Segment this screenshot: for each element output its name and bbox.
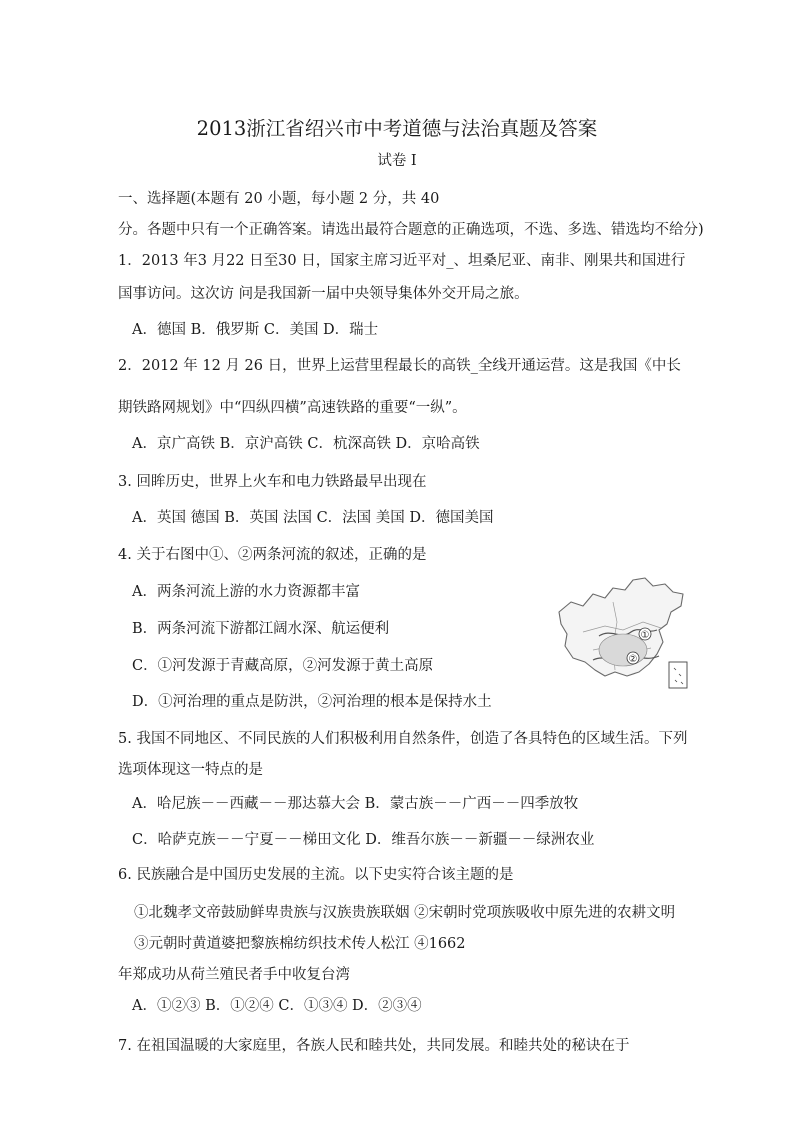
q6-items-3-4: ③元朝时黄道婆把黎族棉纺织技术传人松江 ④1662 (134, 936, 466, 952)
q1-options: A．德国 B．俄罗斯 C．美国 D．瑞士 (132, 322, 379, 338)
q5-stem-line1: 5. 我国不同地区、不同民族的人们积极利用自然条件，创造了各具特色的区域生活。下列 (118, 731, 688, 747)
q1-stem-line2: 国事访问。这次访 问是我国新一届中央领导集体外交开局之旅。 (118, 286, 529, 302)
q5-stem-line2: 选项体现这一特点的是 (118, 762, 263, 778)
q6-items-1-2: ①北魏孝文帝鼓励鲜卑贵族与汉族贵族联姻 ②宋朝时党项族吸收中原先进的农耕文明 (134, 905, 676, 921)
q2-options: A．京广高铁 B．京沪高铁 C．杭深高铁 D．京哈高铁 (132, 436, 480, 452)
q6-item-4-continued: 年郑成功从荷兰殖民者手中收复台湾 (118, 967, 350, 983)
q1-stem-line1: 1．2013 年3 月22 日至30 日，国家主席习近平对_、坦桑尼亚、南非、刚果共和国进行 (118, 253, 686, 269)
map-label-1: ① (640, 630, 650, 641)
q5-options-cd: C．哈萨克族－－宁夏－－梯田文化 D．维吾尔族－－新疆－－绿洲农业 (132, 832, 595, 848)
south-sea-inset (669, 662, 687, 688)
page-title: 2013浙江省绍兴市中考道德与法治真题及答案 (196, 117, 598, 140)
china-map-figure (553, 572, 689, 692)
section-heading-line2: 分。各题中只有一个正确答案。请选出最符合题意的正确选项，不选、多选、错选均不给分) (118, 222, 704, 238)
q4-option-c: C．①河发源于青藏高原，②河发源于黄土高原 (132, 658, 434, 674)
q6-stem: 6. 民族融合是中国历史发展的主流。以下史实符合该主题的是 (118, 867, 514, 883)
map-label-2: ② (628, 654, 638, 665)
q3-options: A．英国 德国 B．英国 法国 C．法国 美国 D．德国美国 (132, 510, 494, 526)
q7-stem: 7. 在祖国温暖的大家庭里，各族人民和睦共处，共同发展。和睦共处的秘诀在于 (118, 1038, 630, 1054)
q4-option-b: B．两条河流下游都江阔水深、航运便利 (132, 621, 390, 637)
q2-stem-line2: 期铁路网规划》中“四纵四横”高速铁路的重要“一纵”。 (118, 400, 467, 416)
q4-option-a: A．两条河流上游的水力资源都丰富 (132, 584, 360, 600)
q5-options-ab: A．哈尼族－－西藏－－那达慕大会 B．蒙古族－－广西－－四季放牧 (132, 796, 579, 812)
q3-stem: 3. 回眸历史，世界上火车和电力铁路最早出现在 (118, 474, 427, 490)
q6-options: A．①②③ B．①②④ C．①③④ D．②③④ (132, 998, 422, 1014)
section-heading-line1: 一、选择题(本题有 20 小题，每小题 2 分，共 40 (118, 191, 440, 207)
q4-option-d: D．①河治理的重点是防洪，②河治理的根本是保持水土 (132, 694, 492, 710)
q2-stem-line1: 2．2012 年 12 月 26 日，世界上运营里程最长的高铁_全线开通运营。这是我国《中长 (118, 358, 681, 374)
q4-stem: 4. 关于右图中①、②两条河流的叙述，正确的是 (118, 547, 427, 563)
paper-subtitle: 试卷 I (377, 153, 417, 169)
